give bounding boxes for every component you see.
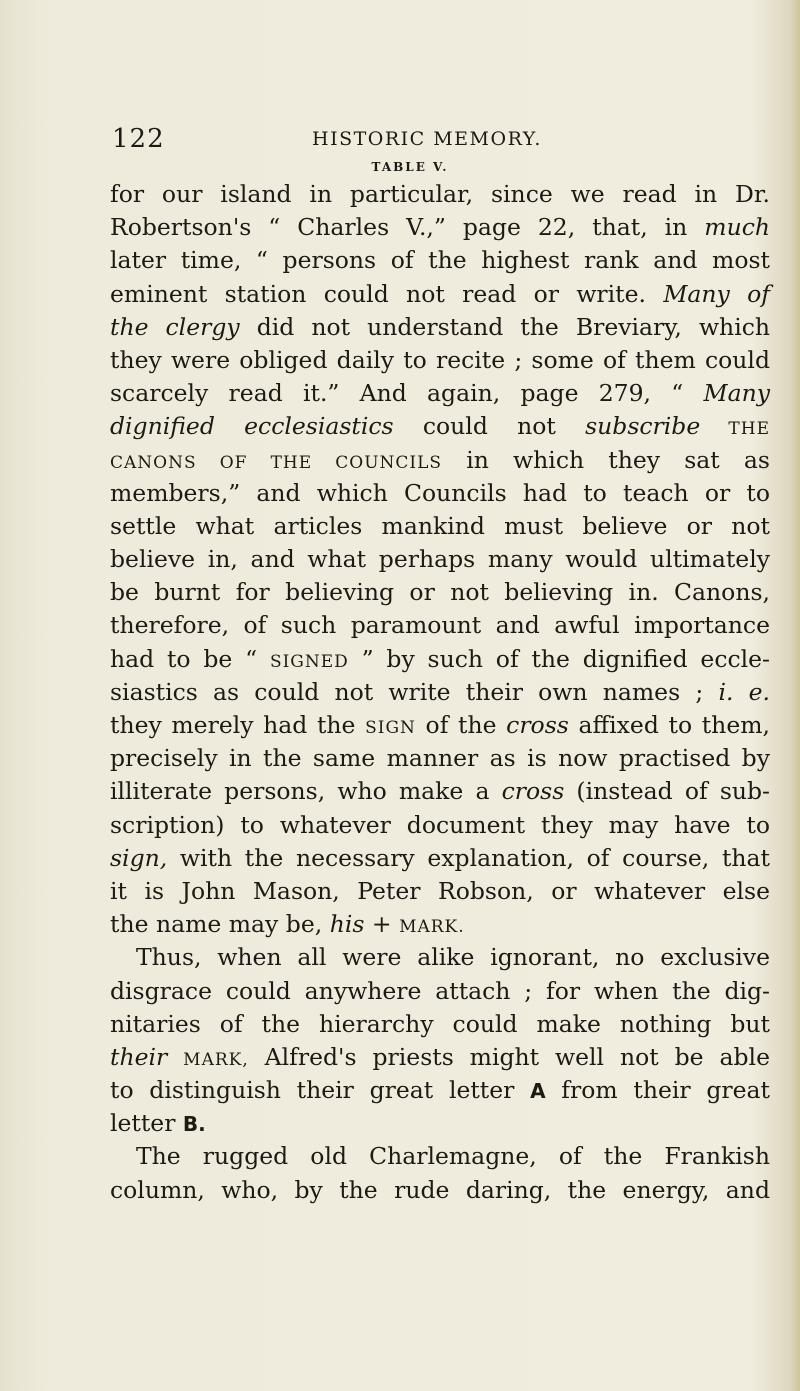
text-line: the name may be, his + MARK.: [110, 910, 465, 939]
text-line: scription) to whatever document they may have to: [110, 810, 770, 839]
text-line: the clergy did not understand the Breviary, which: [110, 312, 771, 341]
text-line: disgrace could anywhere attach ; for when the dig-: [110, 976, 770, 1005]
text-line: later time, “ persons of the highest rank and most: [110, 246, 770, 275]
text-line: they merely had the SIGN of the cross affixed to them,: [110, 711, 770, 739]
text-line: eminent station could not read or write. Many of: [110, 279, 770, 308]
text-line: illiterate persons, who make a cross (instead of sub-: [110, 777, 770, 806]
text-line: their MARK, Alfred's priests might well not be able: [110, 1042, 770, 1071]
text-line: CANONS OF THE COUNCILS in which they sat as: [110, 445, 770, 474]
text-line: siastics as could not write their own names ; i. e.: [110, 677, 770, 706]
text-line: had to be “ SIGNED ” by such of the dignified eccle-: [110, 644, 771, 673]
text-line: it is John Mason, Peter Robson, or whatever else: [110, 876, 770, 905]
text-line: letter B.: [110, 1109, 206, 1138]
text-line: believe in, and what perhaps many would ultimately: [110, 545, 770, 574]
text-line: therefore, of such paramount and awful importance: [110, 611, 770, 640]
text-line: to distinguish their great letter A from their great: [110, 1076, 770, 1105]
text-line: column, who, by the rude daring, the energy, and: [110, 1175, 770, 1204]
text-line: scarcely read it.” And again, page 279, “ Many: [110, 379, 770, 408]
text-line: The rugged old Charlemagne, of the Frankish: [136, 1142, 770, 1171]
text-line: dignified ecclesiastics could not subscribe THE: [110, 412, 771, 441]
text-line: Thus, when all were alike ignorant, no exclusive: [136, 943, 770, 972]
page-number: 122: [112, 124, 165, 154]
table-label: TABLE V.: [371, 160, 449, 174]
text-line: for our island in particular, since we read in Dr.: [110, 180, 770, 208]
running-head-title: HISTORIC MEMORY.: [312, 128, 542, 150]
running-head: [112, 124, 752, 154]
text-line: precisely in the same manner as is now practised by: [110, 744, 770, 773]
text-line: be burnt for believing or not believing in. Canons,: [110, 578, 770, 607]
text-line: members,” and which Councils had to teach or to: [110, 478, 770, 507]
text-line: settle what articles mankind must believe or not: [110, 511, 770, 540]
page-edge-shadow: [790, 0, 800, 1391]
text-line: sign, with the necessary explanation, of course, that: [110, 843, 770, 872]
text-line: Robertson's “ Charles V.,” page 22, that, in much: [110, 213, 770, 242]
text-line: they were obliged daily to recite ; some of them could: [110, 345, 770, 374]
text-line: nitaries of the hierarchy could make nothing but: [110, 1009, 770, 1038]
body-text: [110, 178, 770, 1207]
